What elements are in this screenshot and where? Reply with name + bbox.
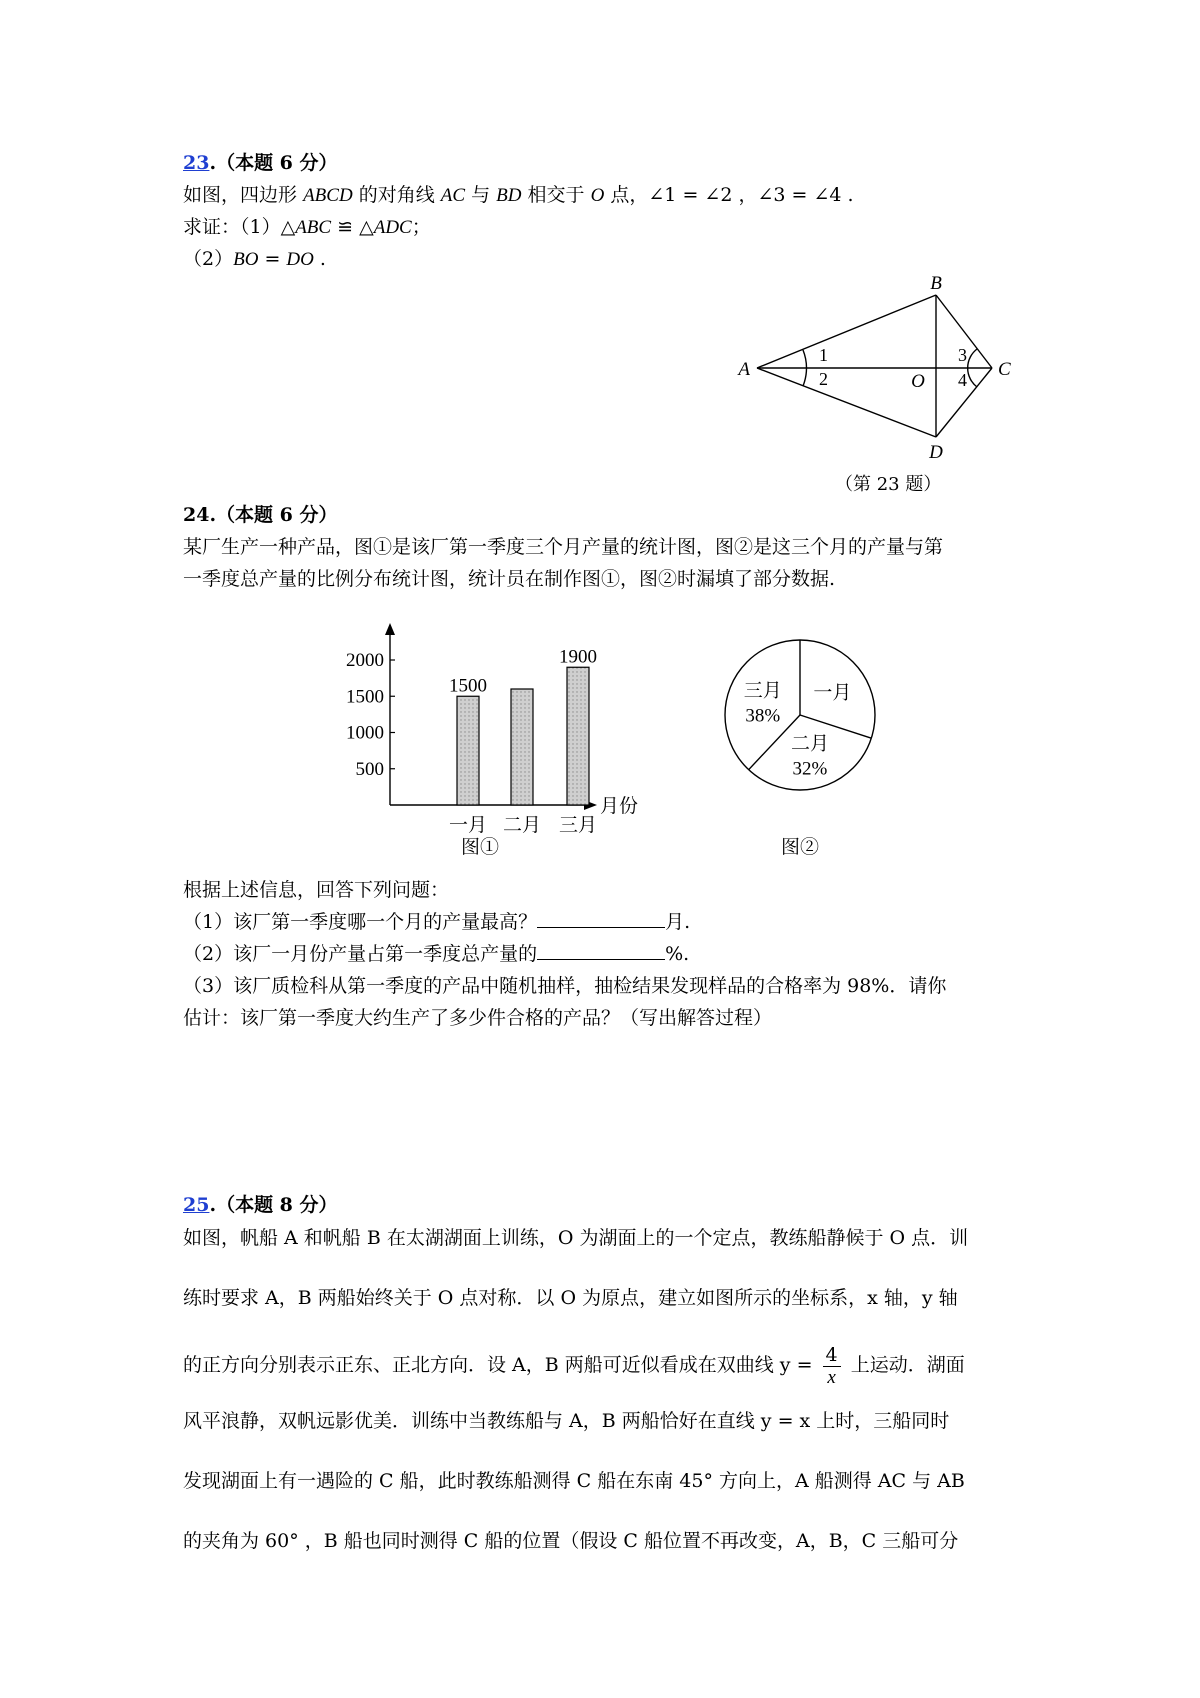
y-tick-label: 1000 — [346, 722, 384, 744]
x-tick-label: 三月 — [558, 815, 598, 836]
y-tick-label: 1500 — [346, 686, 384, 708]
q23-eq: = — [258, 248, 287, 270]
q23-prove-1 — [183, 214, 431, 241]
label-angle-3: 3 — [958, 345, 967, 365]
production-bar-chart — [300, 615, 660, 870]
q24-part3-a: （3）该厂质检科从第一季度的产品中随机抽样，抽检结果发现样品的合格率为 98%．请你 — [183, 975, 947, 997]
label-angle-2: 2 — [819, 369, 828, 389]
q23-prove-b: ； — [411, 216, 431, 238]
q24-p2-b: %. — [665, 943, 690, 965]
q24-header: 24.（本题 6 分） — [183, 504, 338, 526]
pie-chart-caption: 图② — [780, 837, 820, 858]
y-tick-label: 500 — [355, 758, 384, 780]
q23-abc: ABC — [295, 217, 332, 238]
q23-prove-2 — [183, 246, 326, 273]
q23-stem-b: 的对角线 — [358, 184, 435, 206]
label-d: D — [929, 442, 943, 463]
bar-data-label: 1900 — [559, 646, 597, 668]
q23-stem-e: 点，∠1 = ∠2 ，∠3 = ∠4 . — [610, 184, 854, 206]
q23-figure — [730, 275, 1050, 490]
q25-line-3 — [183, 1330, 965, 1400]
q25-points: .（本题 8 分） — [209, 1194, 338, 1216]
x-axis-label: 月份 — [600, 796, 639, 817]
q23-quad: ABCD — [303, 185, 353, 206]
q23-part2-b: . — [313, 248, 326, 270]
q23-prove-a: 求证：（1）△ — [183, 216, 296, 238]
q23-stem-d: 相交于 — [527, 184, 585, 206]
pie-slice-label: 一月 — [813, 682, 852, 704]
q23-number-link[interactable]: 23 — [183, 152, 210, 174]
pie-slice-label: 二月 — [790, 733, 829, 755]
q24-ask: 根据上述信息，回答下列问题： — [183, 879, 450, 901]
bar-chart-caption: 图① — [460, 837, 500, 858]
x-tick-label: 一月 — [448, 815, 488, 836]
q23-o: O — [590, 185, 605, 206]
q23-bo: BO — [233, 249, 259, 270]
label-a: A — [738, 359, 750, 380]
bar-2 — [511, 689, 533, 805]
q24-p2-a: （2）该厂一月份产量占第一季度总产量的 — [183, 943, 538, 965]
q24-stem-1: 某厂生产一种产品，图①是该厂第一季度三个月产量的统计图，图②是这三个月的产量与第 — [183, 536, 944, 558]
q23-part2-a: （2） — [183, 248, 234, 270]
q23-points: .（本题 6 分） — [209, 152, 338, 174]
bar-1 — [457, 696, 479, 805]
fraction-denominator: x — [827, 1366, 836, 1388]
answer-blank-1[interactable] — [537, 909, 665, 928]
q23-adc: ADC — [373, 217, 412, 238]
q25-line-1: 如图，帆船 A 和帆船 B 在太湖湖面上训练，O 为湖面上的一个定点，教练船静候于 O 点．训 — [183, 1227, 969, 1249]
y-tick-label: 2000 — [346, 650, 384, 671]
segment-ab — [757, 295, 936, 368]
label-c: C — [998, 359, 1011, 380]
segment-ad — [757, 368, 936, 437]
label-angle-1: 1 — [819, 345, 828, 365]
q24-part2 — [183, 941, 689, 967]
pie-slice-label: 三月 — [743, 680, 782, 702]
q23-stem — [183, 182, 854, 209]
q24-p1-b: 月. — [665, 911, 691, 933]
q25-header — [183, 1192, 338, 1218]
bar-data-label: 1500 — [449, 675, 487, 697]
q23-stem-a: 如图，四边形 — [183, 184, 298, 206]
q23-bd: BD — [496, 185, 522, 206]
fraction-numerator: 4 — [823, 1344, 841, 1367]
bar-3 — [567, 667, 589, 805]
label-b: B — [930, 275, 942, 294]
q24-p1-a: （1）该厂第一季度哪一个月的产量最高？ — [183, 911, 538, 933]
q23-cong: ≌ △ — [331, 216, 374, 238]
q24-part1 — [183, 909, 690, 935]
pie-slice-percent: 32% — [792, 758, 828, 780]
q23-do: DO — [286, 249, 314, 270]
q24-part3-b: 估计：该厂第一季度大约生产了多少件合格的产品？（写出解答过程） — [183, 1007, 773, 1029]
x-tick-label: 二月 — [502, 815, 542, 836]
q23-caption: （第 23 题） — [835, 474, 942, 495]
q25-line-6: 的夹角为 60° ，B 船也同时测得 C 船的位置（假设 C 船位置不再改变，A，B，C 三船可分 — [183, 1530, 959, 1552]
q23-stem-c: 与 — [471, 184, 491, 206]
q25-l3-b: 上运动．湖面 — [850, 1354, 965, 1376]
q25-l3-a: 的正方向分别表示正东、正北方向．设 A，B 两船可近似看成在双曲线 y = — [183, 1354, 813, 1376]
q25-line-5: 发现湖面上有一遇险的 C 船，此时教练船测得 C 船在东南 45° 方向上，A 船测得 AC 与 AB — [183, 1470, 965, 1492]
label-o: O — [911, 371, 925, 392]
y-axis-arrow — [385, 623, 395, 635]
pie-slice-percent: 38% — [745, 705, 781, 727]
label-angle-4: 4 — [958, 370, 967, 390]
q25-number-link[interactable]: 25 — [183, 1194, 210, 1216]
q25-line-4: 风平浪静，双帆远影优美．训练中当教练船与 A，B 两船恰好在直线 y = x 上时，三船同时 — [183, 1410, 950, 1432]
production-pie-chart — [700, 620, 900, 870]
q24-stem-2: 一季度总产量的比例分布统计图，统计员在制作图①，图②时漏填了部分数据. — [183, 568, 836, 590]
q23-ac: AC — [440, 185, 466, 206]
q23-header — [183, 150, 338, 176]
q25-line-2: 练时要求 A，B 两船始终关于 O 点对称．以 O 为原点，建立如图所示的坐标系，x 轴，y 轴 — [183, 1287, 958, 1309]
answer-blank-2[interactable] — [537, 941, 665, 960]
fraction-4-over-x — [823, 1344, 841, 1389]
